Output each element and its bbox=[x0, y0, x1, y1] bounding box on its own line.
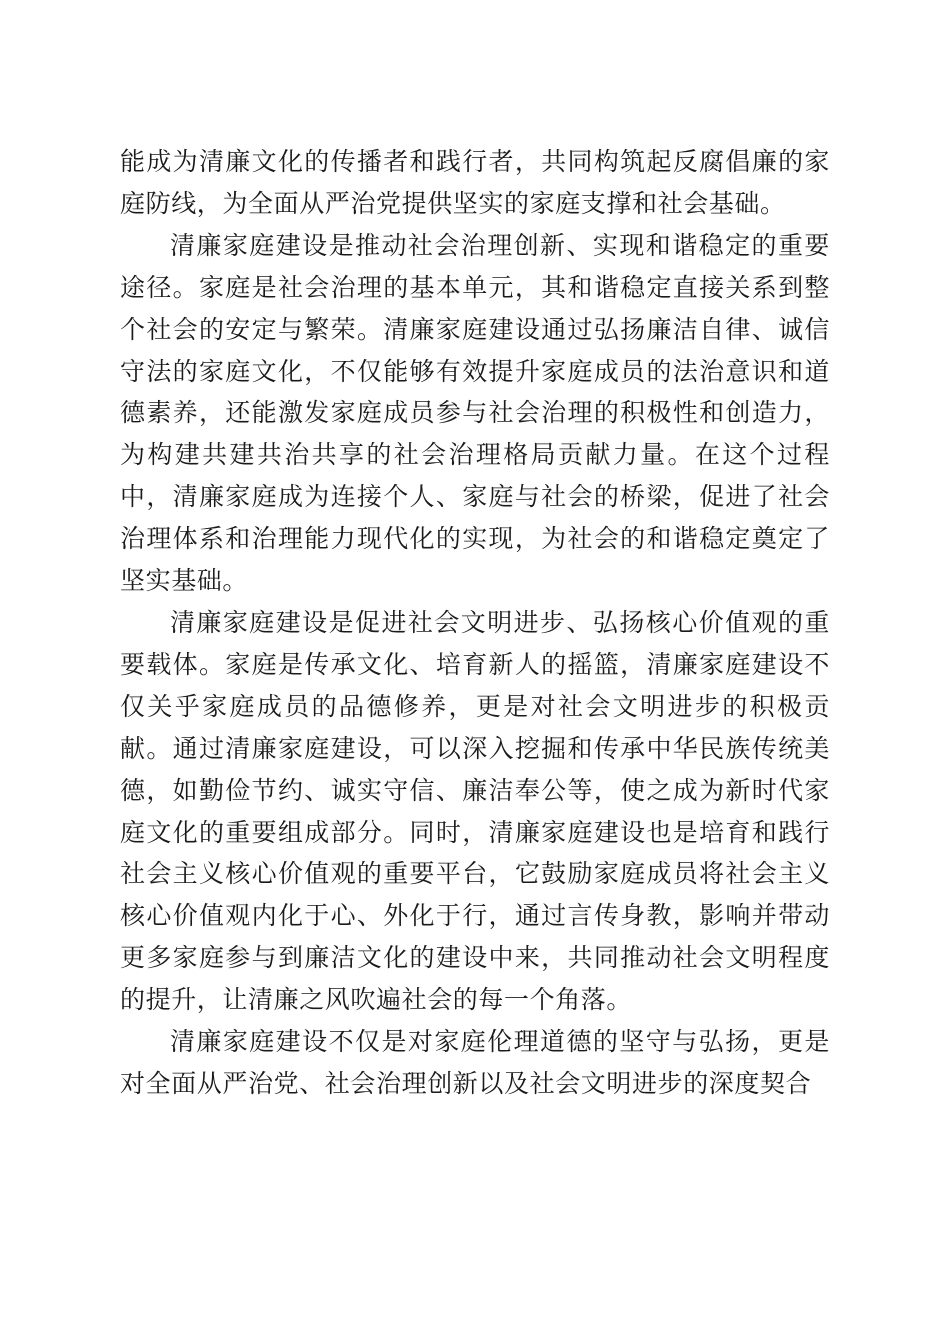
paragraph-3: 清廉家庭建设是促进社会文明进步、弘扬核心价值观的重要载体。家庭是传承文化、培育新人的摇篮，清廉家庭建设不仅关乎家庭成员的品德修养，更是对社会文明进步的积极贡献。通过清廉家庭建设，可以深入挖掘和传承中华民族传统美德，如勤俭节约、诚实守信、廉洁奉公等，使之成为新时代家庭文化的重要组成部分。同时，清廉家庭建设也是培育和践行社会主义核心价值观的重要平台，它鼓励家庭成员将社会主义核心价值观内化于心、外化于行，通过言传身教，影响并带动更多家庭参与到廉洁文化的建设中来，共同推动社会文明程度的提升，让清廉之风吹遍社会的每一个角落。 bbox=[120, 607, 830, 1015]
paragraph-1: 能成为清廉文化的传播者和践行者，共同构筑起反腐倡廉的家庭防线，为全面从严治党提供坚实的家庭支撑和社会基础。 bbox=[120, 147, 830, 218]
document-body bbox=[120, 141, 830, 1105]
paragraph-2: 清廉家庭建设是推动社会治理创新、实现和谐稳定的重要途径。家庭是社会治理的基本单元，其和谐稳定直接关系到整个社会的安定与繁荣。清廉家庭建设通过弘扬廉洁自律、诚信守法的家庭文化，不仅能够有效提升家庭成员的法治意识和道德素养，还能激发家庭成员参与社会治理的积极性和创造力，为构建共建共治共享的社会治理格局贡献力量。在这个过程中，清廉家庭成为连接个人、家庭与社会的桥梁，促进了社会治理体系和治理能力现代化的实现，为社会的和谐稳定奠定了坚实基础。 bbox=[120, 230, 830, 596]
paragraph-4: 清廉家庭建设不仅是对家庭伦理道德的坚守与弘扬，更是对全面从严治党、社会治理创新以及社会文明进步的深度契合 bbox=[120, 1027, 830, 1098]
